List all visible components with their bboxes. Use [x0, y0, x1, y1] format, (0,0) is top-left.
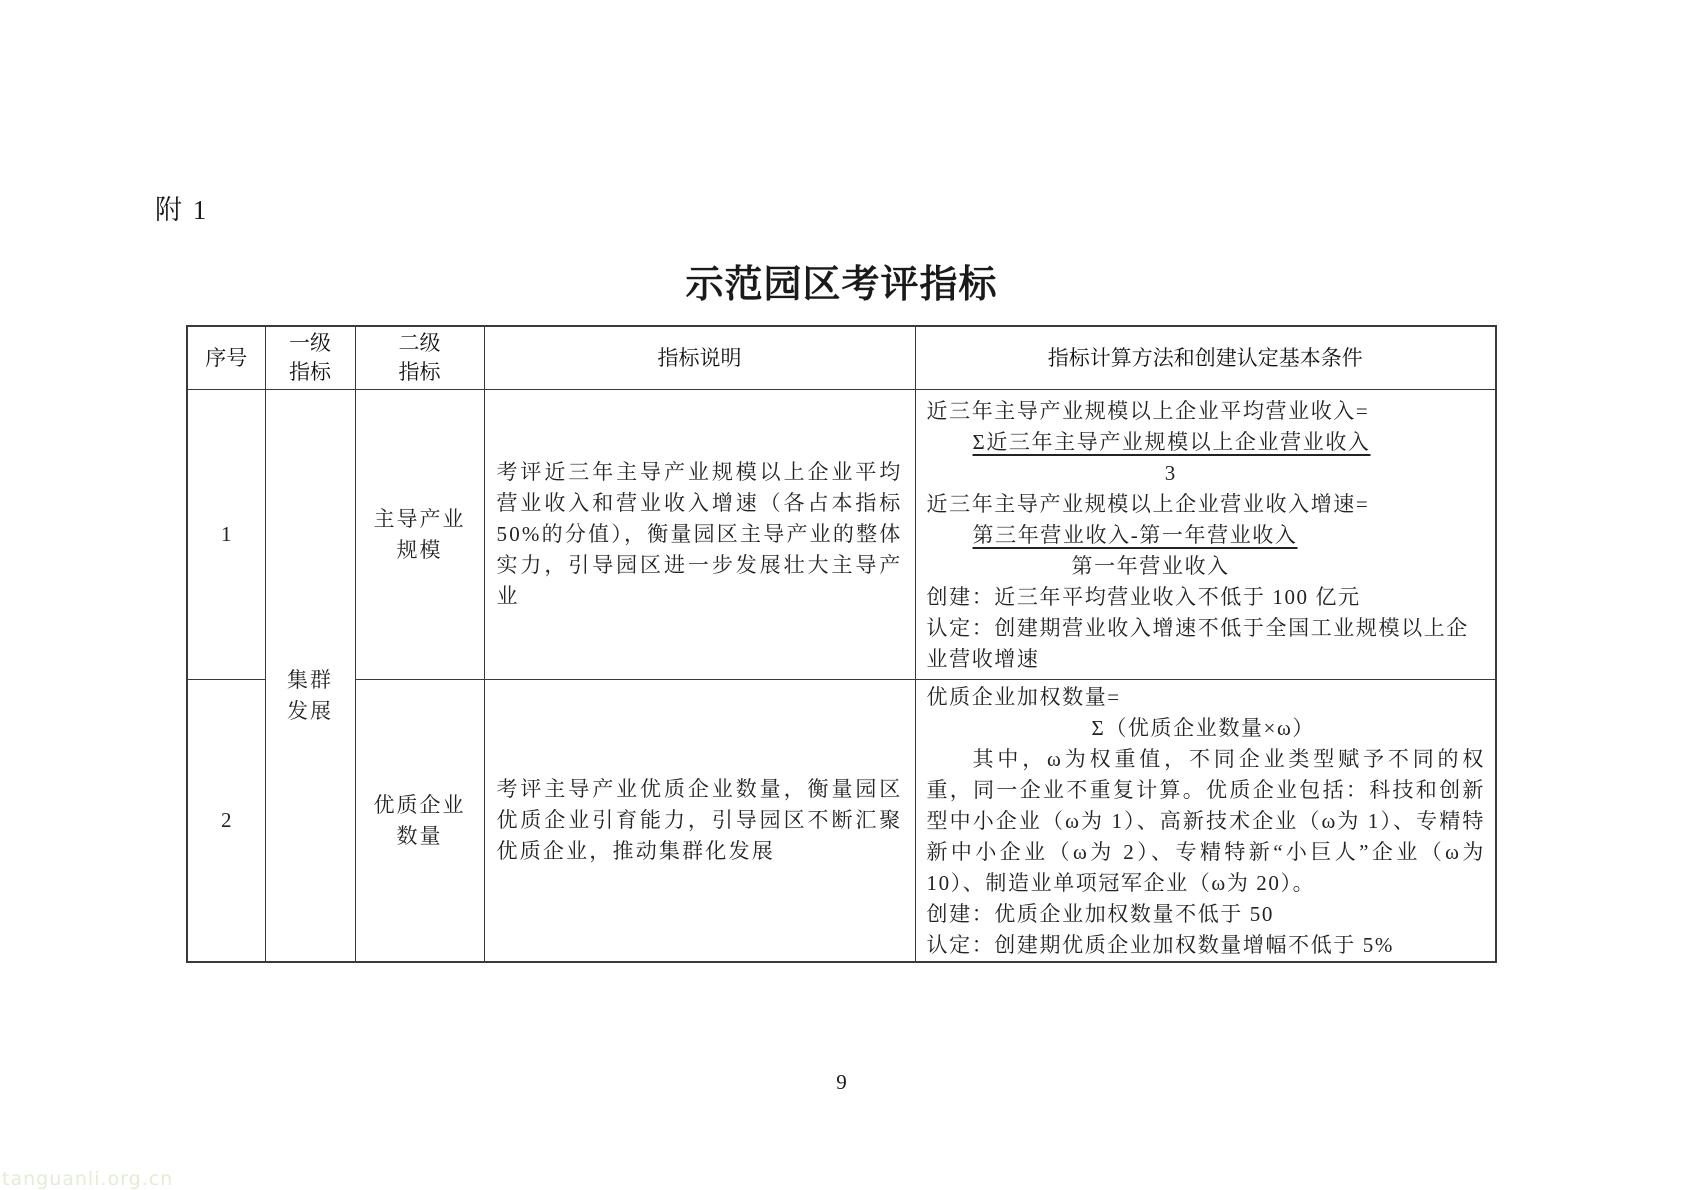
formula-label: 近三年主导产业规模以上企业营业收入增速= [926, 492, 1370, 516]
formula: Σ（优质企业数量×ω） [1091, 716, 1315, 740]
evaluation-index-table-container [186, 325, 1495, 960]
recognize-condition: 认定：创建期优质企业加权数量增幅不低于 5% [926, 933, 1394, 957]
level2-line2: 规模 [396, 537, 443, 562]
formula-label: 优质企业加权数量= [926, 685, 1121, 709]
evaluation-index-table [186, 325, 1497, 963]
header-level1 [265, 326, 355, 390]
formula-denominator: 3 [1164, 461, 1177, 485]
recognize-condition: 认定：创建期营业收入增速不低于全国工业规模以上企业营收增速 [926, 616, 1469, 671]
level2-cell [355, 390, 484, 680]
row-seq: 1 [187, 390, 265, 680]
formula-label: 近三年主导产业规模以上企业平均营业收入= [926, 399, 1370, 423]
header-seq: 序号 [187, 326, 265, 390]
method-cell [915, 390, 1496, 680]
document-title: 示范园区考评指标 [685, 264, 998, 306]
level2-cell [355, 680, 484, 963]
table-row [187, 390, 1496, 680]
create-condition: 创建：近三年平均营业收入不低于 100 亿元 [926, 585, 1361, 609]
level2-line2: 数量 [396, 823, 443, 848]
method-cell [915, 680, 1496, 963]
page-number: 9 [836, 1070, 847, 1094]
formula-numerator: Σ近三年主导产业规模以上企业营业收入 [972, 430, 1371, 454]
header-level2-line2: 指标 [398, 360, 441, 384]
header-level2 [355, 326, 484, 390]
formula-denominator: 第一年营业收入 [1071, 554, 1230, 578]
header-level2-line1: 二级 [398, 331, 441, 355]
row-seq: 2 [187, 680, 265, 963]
header-level1-line2: 指标 [289, 360, 331, 384]
description-cell: 考评主导产业优质企业数量，衡量园区优质企业引育能力，引导园区不断汇聚优质企业，推动集群化发展 [484, 680, 915, 963]
table-header-row [187, 326, 1496, 390]
level1-line1: 集群 [287, 667, 333, 692]
level1-line2: 发展 [287, 698, 333, 723]
header-level1-line1: 一级 [289, 331, 331, 355]
appendix-label: 附 1 [155, 195, 209, 225]
create-condition: 创建：优质企业加权数量不低于 50 [926, 902, 1274, 926]
level1-cell [265, 390, 355, 963]
level2-line1: 优质企业 [373, 792, 466, 817]
table-row [187, 680, 1496, 963]
watermark: tanguanli.org.cn [2, 1168, 174, 1190]
formula-numerator: 第三年营业收入-第一年营业收入 [972, 523, 1298, 547]
weight-explanation: 其中，ω为权重值，不同企业类型赋予不同的权重，同一企业不重复计算。优质企业包括：科技和创新型中小企业（ω为 1）、高新技术企业（ω为 1）、专精特新中小企业（ω为 2）、专精特新“小巨人”企业（ω为 10）、制造业单项冠军企业（ω为 20）。 [926, 747, 1485, 895]
header-method: 指标计算方法和创建认定基本条件 [915, 326, 1496, 390]
header-description: 指标说明 [484, 326, 915, 390]
description-cell: 考评近三年主导产业规模以上企业平均营业收入和营业收入增速（各占本指标50%的分值），衡量园区主导产业的整体实力，引导园区进一步发展壮大主导产业 [484, 390, 915, 680]
level2-line1: 主导产业 [373, 506, 466, 531]
